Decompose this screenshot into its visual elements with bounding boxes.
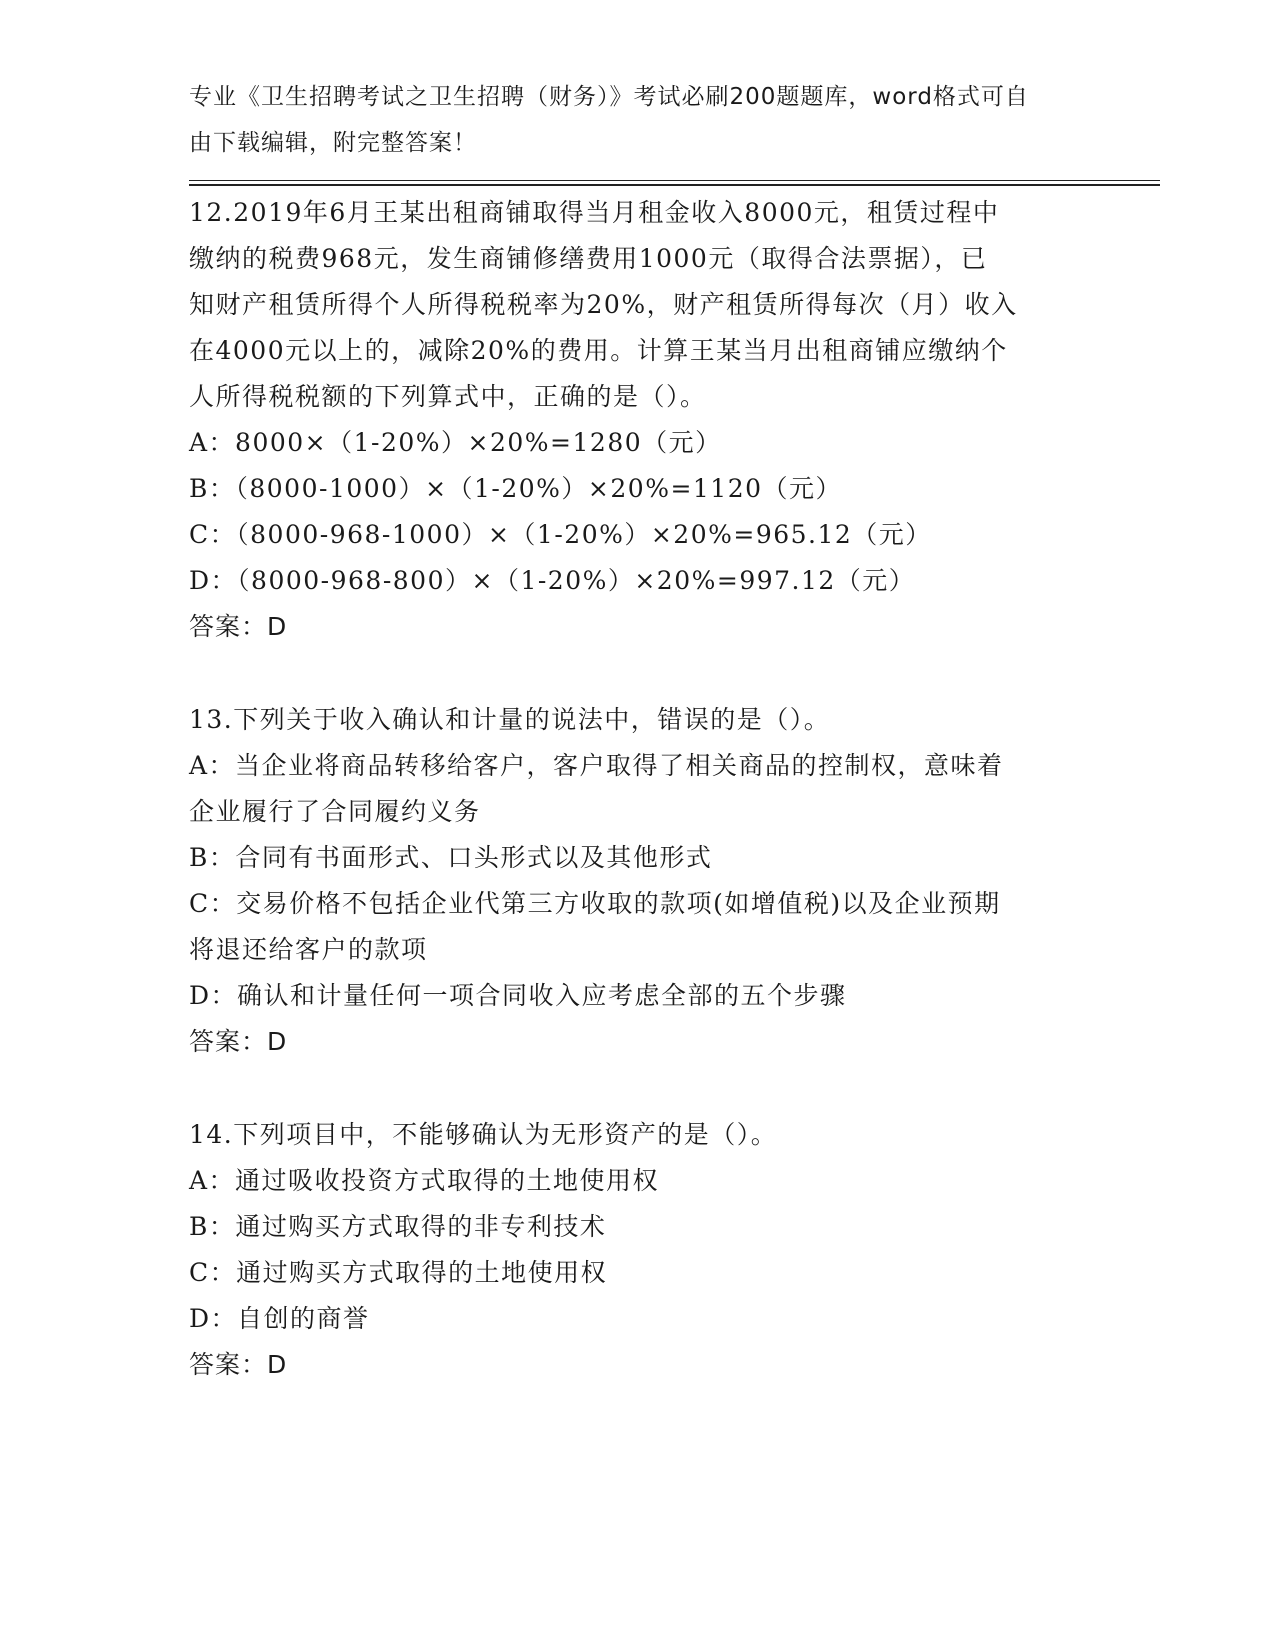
option-d: D：确认和计量任何一项合同收入应考虑全部的五个步骤: [189, 981, 847, 1010]
answer-line: 答案：D: [189, 612, 288, 641]
question-14: [189, 1112, 1089, 1388]
option-b: B：（8000-1000）×（1-20%）×20%=1120（元）: [189, 474, 843, 503]
question-stem-line: 人所得税税额的下列算式中，正确的是（）。: [189, 382, 707, 411]
header-line-1: 专业《卫生招聘考试之卫生招聘（财务）》考试必刷200题题库，word格式可自: [189, 84, 1029, 110]
option-a-continued: 企业履行了合同履约义务: [189, 797, 481, 826]
question-stem-line: 13.下列关于收入确认和计量的说法中，错误的是（）。: [189, 705, 831, 734]
question-stem-line: 缴纳的税费968元，发生商铺修缮费用1000元（取得合法票据），已: [189, 244, 988, 273]
answer-line: 答案：D: [189, 1350, 288, 1379]
option-d: D：自创的商誉: [189, 1304, 370, 1333]
question-stem-line: 12.2019年6月王某出租商铺取得当月租金收入8000元，租赁过程中: [189, 198, 1000, 227]
document-header: [189, 74, 1089, 166]
header-divider-thin: [189, 180, 1160, 181]
answer-line: 答案：D: [189, 1027, 288, 1056]
option-c: C：通过购买方式取得的土地使用权: [189, 1258, 608, 1287]
question-13: [189, 697, 1089, 1065]
option-c: C：交易价格不包括企业代第三方收取的款项(如增值税)以及企业预期: [189, 889, 1001, 918]
header-line-2: 由下载编辑，附完整答案！: [189, 130, 477, 156]
question-12: [189, 190, 1089, 650]
option-b: B：通过购买方式取得的非专利技术: [189, 1212, 607, 1241]
option-c: C：（8000-968-1000）×（1-20%）×20%=965.12（元）: [189, 520, 932, 549]
question-list: [189, 190, 1089, 1388]
option-b: B：合同有书面形式、口头形式以及其他形式: [189, 843, 713, 872]
option-a: A：8000×（1-20%）×20%=1280（元）: [189, 428, 722, 457]
question-stem-line: 在4000元以上的，减除20%的费用。计算王某当月出租商铺应缴纳个: [189, 336, 1008, 365]
header-divider-thick: [189, 184, 1160, 186]
question-spacer: [189, 1065, 1089, 1112]
option-a: A：通过吸收投资方式取得的土地使用权: [189, 1166, 660, 1195]
option-d: D：（8000-968-800）×（1-20%）×20%=997.12（元）: [189, 566, 916, 595]
option-c-continued: 将退还给客户的款项: [189, 935, 428, 964]
question-stem-line: 知财产租赁所得个人所得税税率为20%，财产租赁所得每次（月）收入: [189, 290, 1018, 319]
question-spacer: [189, 650, 1089, 697]
question-stem-line: 14.下列项目中，不能够确认为无形资产的是（）。: [189, 1120, 778, 1149]
option-a: A：当企业将商品转移给客户，客户取得了相关商品的控制权，意味着: [189, 751, 1004, 780]
